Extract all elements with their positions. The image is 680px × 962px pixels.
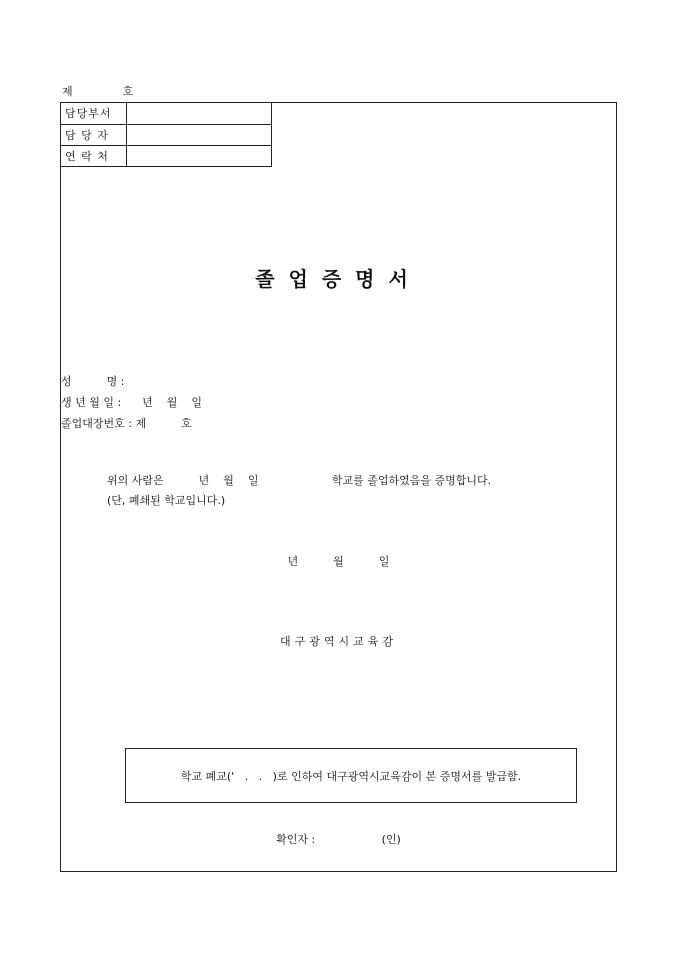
student-fields: [61, 371, 202, 434]
certificate-title: 졸업증명서: [255, 267, 422, 291]
statement-line-2: (단, 폐쇄된 학교입니다.): [107, 494, 226, 507]
contact-label: 연 락 처: [61, 145, 126, 166]
closure-notice-text: 학교 폐교(' . . )로 인하여 대구광역시교육감이 본 증명서를 발급함.: [180, 769, 522, 783]
issue-date: 년 월 일: [287, 555, 390, 568]
certificate-frame: [60, 102, 617, 872]
confirmer-line: 확인자 : (인): [276, 833, 401, 846]
document-number: [62, 83, 133, 99]
contact-value: [126, 145, 271, 166]
table-row: [61, 145, 271, 166]
dept-label: 담당부서: [61, 103, 126, 124]
table-row: [61, 103, 271, 124]
table-row: [61, 124, 271, 145]
closure-notice-box: [125, 748, 577, 803]
ledger-number-field: 졸업대장번호 : 제 호: [61, 417, 192, 430]
doc-number-suffix: 호: [122, 85, 134, 98]
birth-field: 생 년 월 일 : 년 월 일: [61, 396, 203, 409]
dept-value: [126, 103, 271, 124]
name-field: 성 명 :: [61, 375, 125, 388]
certification-statement: [107, 471, 491, 511]
issuer-name: 대구광역시교육감: [279, 635, 397, 648]
statement-line-1: 위의 사람은 년 월 일 학교를 졸업하였음을 증명합니다.: [107, 474, 492, 487]
person-value: [126, 124, 271, 145]
person-label: 담 당 자: [61, 124, 126, 145]
doc-number-prefix: 제: [62, 85, 73, 98]
contact-info-table: [61, 103, 272, 167]
